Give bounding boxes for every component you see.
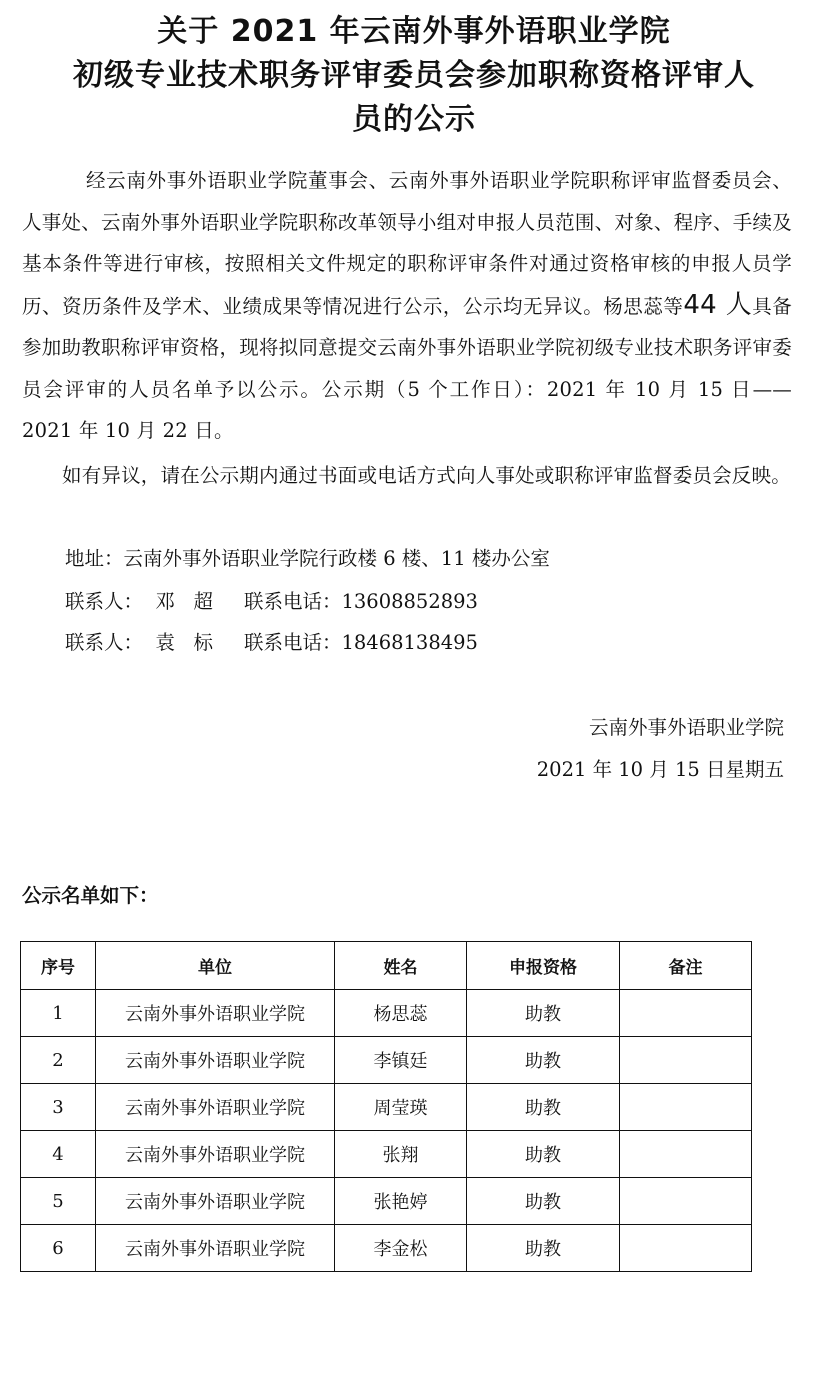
title-line-2: 初级专业技术职务评审委员会参加职称资格评审人 (73, 58, 755, 93)
announcement-paragraph (22, 160, 792, 452)
table-row (21, 1178, 752, 1225)
cell-unit: 云南外事外语职业学院 (96, 1037, 335, 1084)
document-title (0, 10, 828, 142)
signature-org: 云南外事外语职业学院 (588, 716, 784, 739)
table-row (21, 1225, 752, 1272)
cell-unit: 云南外事外语职业学院 (96, 1131, 335, 1178)
column-header-number: 序号 (21, 942, 96, 990)
cell-remarks (620, 1084, 752, 1131)
cell-number: 2 (21, 1037, 96, 1084)
cell-unit: 云南外事外语职业学院 (96, 1178, 335, 1225)
cell-qualification: 助教 (467, 1084, 620, 1131)
cell-number: 1 (21, 990, 96, 1037)
table-row (21, 1084, 752, 1131)
cell-name: 杨思蕊 (335, 990, 467, 1037)
applicant-count: 44 人 (683, 289, 753, 320)
cell-remarks (620, 1225, 752, 1272)
cell-qualification: 助教 (467, 1225, 620, 1272)
column-header-name: 姓名 (335, 942, 467, 990)
paragraph-text-start: 经云南外事外语职业学院董事会、云南外事外语职业学院职称评审监督委员会、人事处、云南外事外语职业学院职称改革领导小组对申报人员范围、对象、程序、手续及基本条件等进行审核，按照相关文件规定的职称评审条件对通过资格审核的申报人员学历、资历条件及学术、业绩成果等情况进行公示，公示均无异议。杨思蕊等 (22, 169, 792, 318)
office-address: 地址：云南外事外语职业学院行政楼 6 楼、11 楼办公室 (65, 547, 550, 570)
cell-remarks (620, 1178, 752, 1225)
cell-name: 周莹瑛 (335, 1084, 467, 1131)
cell-remarks (620, 990, 752, 1037)
table-row (21, 1037, 752, 1084)
title-line-1: 关于 2021 年云南外事外语职业学院 (157, 14, 671, 49)
cell-name: 张艳婷 (335, 1178, 467, 1225)
signature-date: 2021 年 10 月 15 日星期五 (536, 758, 784, 781)
list-title: 公示名单如下： (22, 884, 159, 907)
objection-paragraph: 如有异议，请在公示期内通过书面或电话方式向人事处或职称评审监督委员会反映。 (62, 464, 791, 487)
cell-number: 5 (21, 1178, 96, 1225)
cell-number: 6 (21, 1225, 96, 1272)
cell-qualification: 助教 (467, 1178, 620, 1225)
title-line-3: 员的公示 (352, 102, 476, 137)
cell-unit: 云南外事外语职业学院 (96, 990, 335, 1037)
cell-qualification: 助教 (467, 990, 620, 1037)
contact-line-1: 联系人： 邓 超 联系电话：13608852893 (65, 590, 478, 613)
column-header-unit: 单位 (96, 942, 335, 990)
cell-name: 张翔 (335, 1131, 467, 1178)
cell-name: 李镇廷 (335, 1037, 467, 1084)
table-row (21, 1131, 752, 1178)
table-header-row (21, 942, 752, 990)
cell-qualification: 助教 (467, 1131, 620, 1178)
cell-number: 4 (21, 1131, 96, 1178)
cell-name: 李金松 (335, 1225, 467, 1272)
paragraph-text-end: 具备参加助教职称评审资格，现将拟同意提交云南外事外语职业学院初级专业技术职务评审委员会评审的人员名单予以公示。公示期（5 个工作日）：2021 年 10 月 15 日—— 2021 年 10 月 22 日。 (22, 294, 792, 442)
cell-remarks (620, 1131, 752, 1178)
cell-qualification: 助教 (467, 1037, 620, 1084)
nominee-table (20, 941, 752, 1272)
column-header-remarks: 备注 (620, 942, 752, 990)
cell-number: 3 (21, 1084, 96, 1131)
cell-unit: 云南外事外语职业学院 (96, 1225, 335, 1272)
table-row (21, 990, 752, 1037)
cell-unit: 云南外事外语职业学院 (96, 1084, 335, 1131)
contact-line-2: 联系人： 袁 标 联系电话：18468138495 (65, 631, 478, 654)
cell-remarks (620, 1037, 752, 1084)
column-header-qualification: 申报资格 (467, 942, 620, 990)
